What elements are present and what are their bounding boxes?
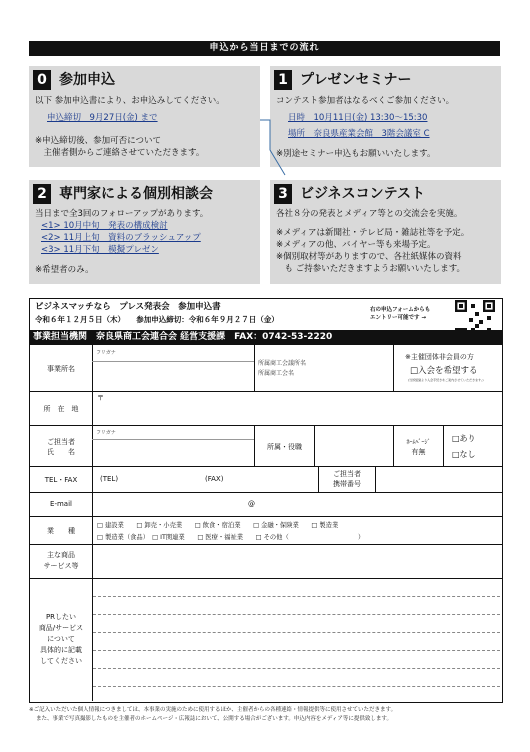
person-input[interactable] bbox=[94, 441, 252, 464]
product-label: サービス等 bbox=[43, 562, 79, 570]
step-2-session: <1> 10月中旬 発表の構成検討 bbox=[41, 221, 168, 231]
dept-input[interactable] bbox=[316, 427, 391, 464]
homepage-yes[interactable]: □あり bbox=[452, 434, 476, 443]
company-label: 事業所名 bbox=[47, 365, 75, 373]
step-0-title: 参加申込 bbox=[59, 72, 115, 88]
fax-bar: 事業担当機関 奈良県商工会連合会 経営支援課 FAX：0742-53-2220 bbox=[29, 330, 503, 345]
furigana-label: フリガナ bbox=[96, 430, 116, 436]
product-label: 主な商品 bbox=[47, 551, 75, 559]
step-2-line: 当日まで全3回のフォローアップがあります。 bbox=[35, 209, 209, 219]
chamber-label: 所属商工会名 bbox=[258, 370, 295, 377]
address-label: 所 在 地 bbox=[43, 405, 79, 413]
industry-options[interactable]: □ 製造業（食品） □ IT関連業 □ 医療・福祉業 □ その他（ ） bbox=[97, 534, 365, 541]
person-label: ご担当者 bbox=[47, 438, 75, 446]
step-0-deadline: 申込締切 9月27日(金) まで bbox=[47, 113, 158, 123]
homepage-label: 有無 bbox=[411, 448, 426, 456]
tel-field[interactable]: (TEL) bbox=[100, 475, 119, 483]
pr-label: してください bbox=[40, 657, 82, 665]
mobile-label: ご担当者 bbox=[333, 470, 361, 478]
step-0-line: ※申込締切後、参加可否について bbox=[35, 136, 161, 146]
step-1-title: プレゼンセミナー bbox=[300, 72, 412, 88]
pr-input[interactable] bbox=[94, 580, 499, 699]
step-3-line: 各社８分の発表とメディア等との交流会を実施。 bbox=[276, 209, 463, 219]
chamber-label: 所属商工会議所名 bbox=[258, 360, 307, 367]
pr-label: 商品/サービス bbox=[38, 624, 84, 632]
step-3-line: ※メディアは新聞社・テレビ局・雑誌社等を予定。 bbox=[276, 228, 470, 238]
step-0-line: 主催者側からご連絡させていただきます。 bbox=[35, 148, 205, 158]
step-3-number: 3 bbox=[274, 184, 292, 204]
step-0-box bbox=[29, 66, 260, 167]
email-input[interactable] bbox=[94, 494, 499, 514]
step-1-box bbox=[270, 66, 501, 167]
postal-mark: 〒 bbox=[97, 394, 104, 402]
company-input[interactable] bbox=[94, 363, 252, 389]
chamber-input[interactable] bbox=[320, 348, 390, 388]
dept-label: 所属・役職 bbox=[267, 443, 302, 451]
person-label: 氏 名 bbox=[47, 448, 75, 456]
form-title: ビジネスマッチなら プレス発表会 参加申込書 bbox=[35, 302, 221, 312]
tel-label: TEL・FAX bbox=[44, 476, 78, 484]
homepage-label: ﾎｰﾑﾍﾟｰｼﾞ bbox=[406, 439, 431, 446]
section-header: 申込から当日までの流れ bbox=[29, 41, 500, 56]
furigana-label: フリガナ bbox=[96, 350, 116, 356]
fax-field[interactable]: (FAX) bbox=[205, 475, 224, 483]
qr-note: 右の申込フォームからも エントリー可能です → bbox=[370, 307, 431, 321]
industry-label: 業 種 bbox=[47, 527, 75, 535]
step-1-number: 1 bbox=[274, 70, 292, 90]
step-2-session: <2> 11月上旬 資料のブラッシュアップ bbox=[41, 233, 201, 243]
step-3-box bbox=[270, 180, 501, 284]
member-note: ※主催団体非会員の方 bbox=[405, 353, 474, 361]
step-2-number: 2 bbox=[33, 184, 51, 204]
footer-note: ※ご記入いただいた個人情報につきましては、本事業の実施のために使用するほか、主催者からの各種連絡・情報提供等に使用させていただきます。 bbox=[29, 707, 397, 713]
step-3-title: ビジネスコンテスト bbox=[300, 186, 426, 202]
industry-options[interactable]: □ 建設業 □ 卸売・小売業 □ 飲食・宿泊業 □ 金融・保険業 □ 製造業 bbox=[97, 522, 339, 529]
mobile-label: 携帯番号 bbox=[333, 480, 361, 488]
step-2-session: <3> 11月下旬 模擬プレゼン bbox=[41, 245, 159, 255]
mobile-input[interactable] bbox=[377, 468, 499, 490]
member-sub: (当該組織より入会手続きをご案内させていただきます。) bbox=[408, 378, 484, 382]
flow-connector bbox=[255, 115, 295, 190]
email-at: @ bbox=[248, 500, 255, 508]
step-1-venue: 場所 奈良県産業会館 3階会議室 C bbox=[288, 129, 430, 139]
footer-note: また、事業で写真撮影したものを主催者のホームページ・広報誌において、公開する場合がございます。申込内容をメディア等に提供致します。 bbox=[36, 716, 392, 722]
pr-label: について bbox=[47, 635, 75, 643]
step-2-line: ※希望者のみ。 bbox=[35, 265, 94, 275]
member-checkbox[interactable]: □入会を希望する bbox=[410, 366, 478, 376]
step-1-line: コンテスト参加者はなるべくご参加ください。 bbox=[276, 96, 455, 106]
address-input[interactable] bbox=[94, 394, 499, 423]
pr-label: PRしたい bbox=[45, 613, 77, 621]
step-1-line: ※別途セミナー申込もお願いいたします。 bbox=[276, 149, 436, 159]
form-dates: 令和６年１２月５日（木） 参加申込締切：令和６年９月２７日（金） bbox=[35, 315, 279, 324]
step-1-date: 日時 10月11日(金) 13:30～15:30 bbox=[288, 113, 428, 123]
step-2-title: 専門家による個別相談会 bbox=[59, 186, 213, 202]
step-0-number: 0 bbox=[33, 70, 51, 90]
email-label: E-mail bbox=[50, 500, 72, 508]
step-3-line: ※個別取材等がありますので、各社紙媒体の資料 bbox=[276, 252, 462, 262]
step-0-line: 以下 参加申込書により、お申込みしてください。 bbox=[35, 96, 225, 106]
homepage-no[interactable]: □なし bbox=[452, 450, 476, 459]
step-3-line: も ご持参いただきますようお願いいたします。 bbox=[276, 264, 466, 274]
step-2-box bbox=[29, 180, 260, 284]
step-3-line: ※メディアの他、バイヤー等も来場予定。 bbox=[276, 240, 436, 250]
product-input[interactable] bbox=[94, 546, 499, 576]
pr-label: 具体的に記載 bbox=[40, 646, 82, 654]
